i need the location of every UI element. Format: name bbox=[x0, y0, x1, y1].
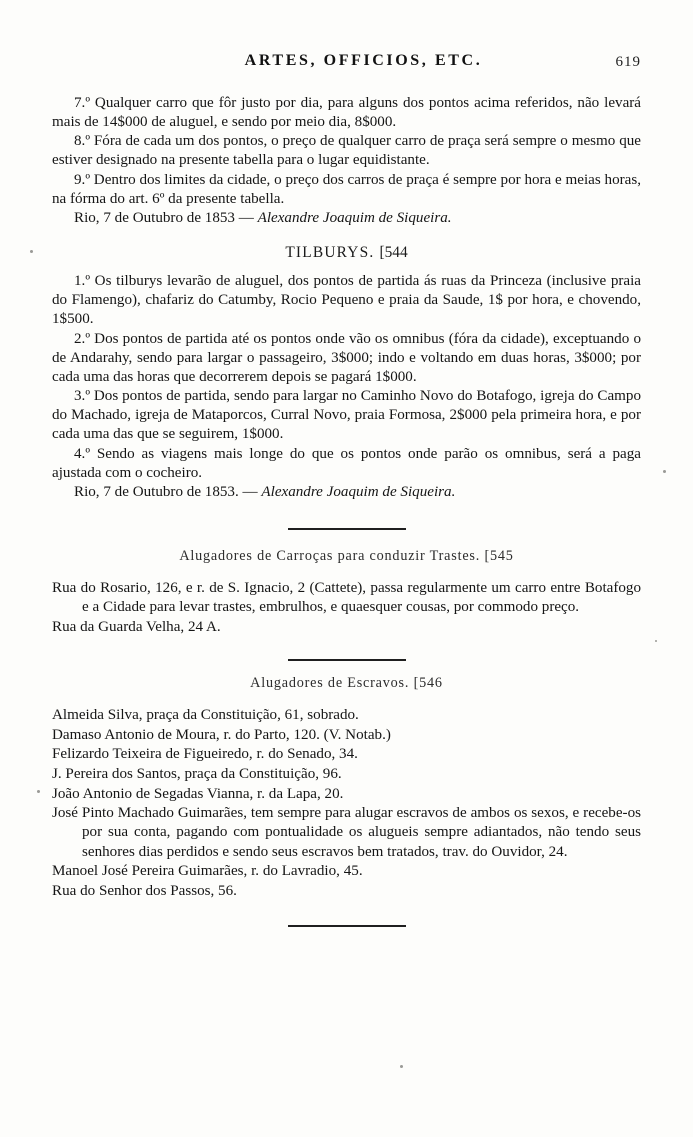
section-heading-label: TILBURYS. bbox=[285, 244, 375, 262]
section-heading-number: [546 bbox=[413, 674, 443, 691]
top-clauses-block bbox=[52, 94, 641, 228]
running-head bbox=[52, 52, 641, 72]
signature-place-date: Rio, 7 de Outubro de 1853 — bbox=[74, 209, 258, 226]
carrocas-entries bbox=[52, 579, 641, 637]
section-heading-carrocas bbox=[52, 548, 641, 565]
paper-speck bbox=[655, 640, 657, 642]
clause-paragraph: 2.º Dos pontos de partida até os pontos onde vão os omnibus (fóra da cidade), exceptuando o de Andarahy, sendo para largar o passageiro, 3$000; indo e voltando em duas horas, 3$000; por cada uma das horas que decorrerem depois se pagará 1$000. bbox=[52, 330, 641, 385]
paper-speck bbox=[37, 790, 40, 793]
list-item: Rua da Guarda Velha, 24 A. bbox=[52, 618, 221, 635]
signature-line bbox=[52, 483, 641, 502]
signature-name: Alexandre Joaquim de Siqueira. bbox=[261, 483, 456, 500]
signature-place-date: Rio, 7 de Outubro de 1853. — bbox=[74, 483, 262, 500]
section-divider bbox=[288, 925, 406, 927]
clause-paragraph: 4.º Sendo as viagens mais longe do que os pontos onde parão os omnibus, será a paga ajustada com o cocheiro. bbox=[52, 445, 641, 481]
clause-paragraph: 1.º Os tilburys levarão de aluguel, dos pontos de partida ás ruas da Princeza (inclusive praia do Flamengo), chafariz do Catumby, Rocio Pequeno e praia da Saude, 1$ por hora, e chovendo, 1$500. bbox=[52, 273, 641, 328]
section-heading-label: Alugadores de Carroças para conduzir Trastes. bbox=[179, 547, 481, 564]
folio-number: 619 bbox=[615, 54, 641, 70]
list-item: J. Pereira dos Santos, praça da Constituição, 96. bbox=[52, 765, 342, 782]
section-divider bbox=[288, 528, 406, 530]
list-item: Rua do Rosario, 126, e r. de S. Ignacio, 2 (Cattete), passa regularmente um carro entre Botafogo e a Cidade para levar trastes, embrulhos, e quaesquer cousas, por commodo preço. bbox=[52, 579, 641, 616]
clause-paragraph: 8.º Fóra de cada um dos pontos, o preço de qualquer carro de praça será sempre o mesmo que estiver designado na presente tabella para o lugar equidistante. bbox=[52, 133, 641, 169]
list-item: Rua do Senhor dos Passos, 56. bbox=[52, 882, 237, 899]
list-item: Manoel José Pereira Guimarães, r. do Lavradio, 45. bbox=[52, 863, 363, 880]
section-heading-number: [545 bbox=[484, 547, 514, 564]
section-heading-label: Alugadores de Escravos. bbox=[250, 674, 410, 691]
list-item: Damaso Antonio de Moura, r. do Parto, 120. (V. Notab.) bbox=[52, 726, 391, 743]
list-item: José Pinto Machado Guimarães, tem sempre para alugar escravos de ambos os sexos, e recebe-os por sua conta, pagando com pontualidade os alugueis sempre adiantados, não tendo seus senhores dias perdidos e sendo seus escravos bem tratados, trav. do Ouvidor, 24. bbox=[52, 805, 641, 860]
paper-speck bbox=[663, 470, 666, 473]
section-divider bbox=[288, 659, 406, 661]
section-heading-tilburys bbox=[52, 244, 641, 262]
page-title: ARTES, OFFICIOS, ETC. bbox=[244, 52, 483, 69]
list-item: Felizardo Teixeira de Figueiredo, r. do Senado, 34. bbox=[52, 746, 358, 763]
signature-name: Alexandre Joaquim de Siqueira. bbox=[257, 209, 452, 226]
paper-speck bbox=[400, 1065, 403, 1068]
paper-speck bbox=[30, 250, 33, 253]
clause-paragraph: 7.º Qualquer carro que fôr justo por dia, para alguns dos pontos acima referidos, não levará mais de 14$000 de aluguel, e sendo por meio dia, 8$000. bbox=[52, 95, 641, 131]
clause-paragraph: 3.º Dos pontos de partida, sendo para largar no Caminho Novo do Botafogo, igreja do Campo do Machado, igreja de Mataporcos, Curral Novo, praia Formosa, 2$000 pela primeira hora, e por cada uma das que se seguirem, 1$000. bbox=[52, 388, 641, 443]
escravos-entries bbox=[52, 706, 641, 901]
clause-paragraph: 9.º Dentro dos limites da cidade, o preço dos carros de praça é sempre por hora e meias horas, na fórma do art. 6º da presente tabella. bbox=[52, 171, 641, 207]
section-heading-number: [544 bbox=[379, 244, 408, 262]
section-heading-escravos bbox=[52, 675, 641, 692]
tilburys-clauses bbox=[52, 272, 641, 502]
list-item: Almeida Silva, praça da Constituição, 61, sobrado. bbox=[52, 706, 359, 723]
list-item: João Antonio de Segadas Vianna, r. da Lapa, 20. bbox=[52, 785, 344, 802]
signature-line bbox=[52, 209, 641, 228]
